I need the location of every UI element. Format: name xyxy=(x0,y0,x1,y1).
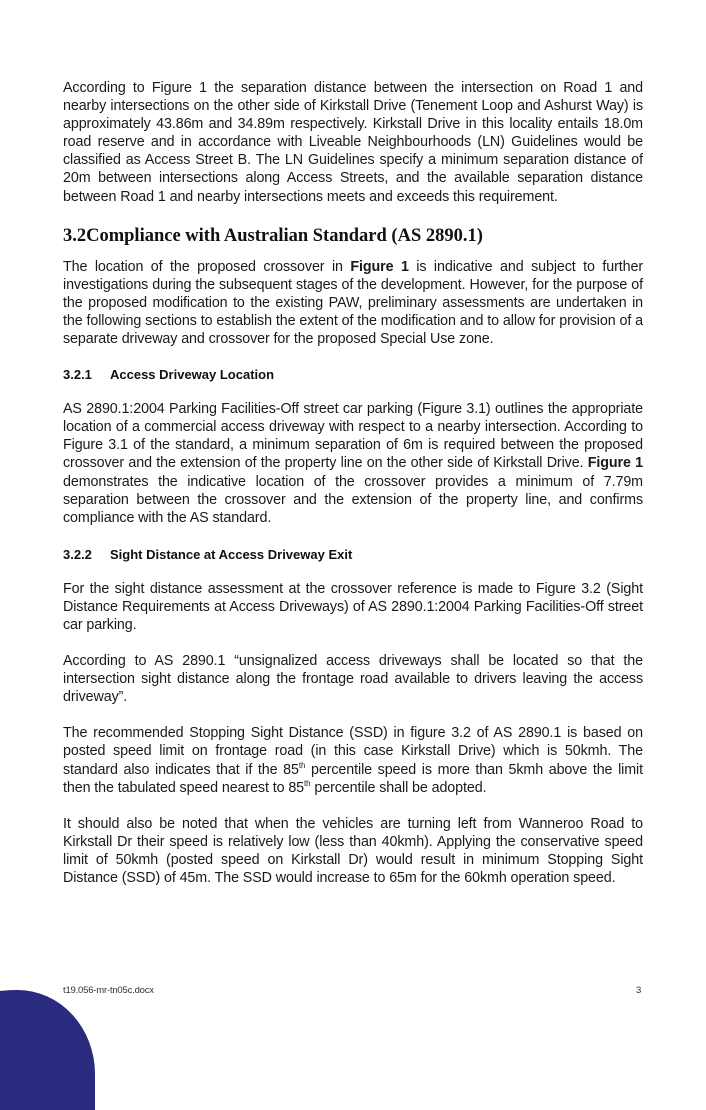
text-run: The recommended Stopping Sight Distance (SSD) in figure 3.2 of AS 2890.1 is based on posted speed limit on frontage road (in this case Kirkstall Drive) which is 50kmh. The standard also indicates that if the 85 xyxy=(63,725,643,778)
section-number: 3.2.1 xyxy=(63,367,92,383)
section-3-2-2-paragraph-4: It should also be noted that when the vehicles are turning left from Wanneroo Road to Kirkstall Dr their speed is relatively low (less than 40kmh). Applying the conservative speed limit of 50kmh (posted speed on Kirkstall Dr) would result in minimum Stopping Sight Distance (SSD) of 45m. The SSD would increase to 65m for the 60kmh operation speed. xyxy=(63,815,643,886)
section-number: 3.2.2 xyxy=(63,546,92,562)
section-heading-3-2-2 xyxy=(63,547,643,563)
text-run: AS 2890.1:2004 Parking Facilities-Off street car parking (Figure 3.1) outlines the appropriate location of a commercial access driveway with respect to a nearby intersection. According to Figure 3.1 of the standard, a minimum separation of 6m is required between the proposed crossover and the extension of the property line on the other side of Kirkstall Drive. xyxy=(63,401,643,472)
section-3-2-2-paragraph-1: For the sight distance assessment at the crossover reference is made to Figure 3.2 (Sight Distance Requirements at Access Driveways) of AS 2890.1:2004 Parking Facilities-Off street car parking. xyxy=(63,580,643,633)
section-3-2-2-paragraph-3 xyxy=(63,724,643,796)
section-title: Access Driveway Location xyxy=(110,367,275,383)
section-3-2-1-paragraph xyxy=(63,400,643,527)
superscript: th xyxy=(304,778,311,788)
page-content xyxy=(63,79,643,887)
text-run: percentile shall be adopted. xyxy=(310,779,487,796)
footer-page-number: 3 xyxy=(636,985,642,996)
section-title: Sight Distance at Access Driveway Exit xyxy=(110,546,353,562)
decorative-corner-shape xyxy=(0,990,95,1110)
superscript: th xyxy=(298,760,306,770)
section-number: 3.2 xyxy=(63,225,87,246)
figure-reference: Figure 1 xyxy=(587,455,643,472)
section-heading-3-2 xyxy=(63,225,643,247)
figure-reference: Figure 1 xyxy=(350,258,409,275)
text-run: demonstrates the indicative location of the crossover provides a minimum of 7.79m separation between the crossover and the extension of the property line, and confirms compliance with the AS standard. xyxy=(63,473,643,526)
section-title: Compliance with Australian Standard (AS 2890.1) xyxy=(86,225,483,246)
section-3-2-2-paragraph-2: According to AS 2890.1 “unsignalized access driveways shall be located so that the intersection sight distance along the frontage road available to drivers leaving the access driveway”. xyxy=(63,653,643,706)
section-heading-3-2-1 xyxy=(63,367,643,383)
text-run: The location of the proposed crossover in xyxy=(63,258,351,275)
text-run: is indicative and subject to further investigations during the subsequent stages of the development. However, for the purpose of the proposed modification to the existing PAW, preliminary assessments are undertaken in the following sections to establish the extent of the modification and to allow for provision of a separate driveway and crossover for the proposed Special Use zone. xyxy=(63,258,643,348)
footer-filename: t19.056-mr-tn05c.docx xyxy=(63,985,154,996)
text-run: percentile speed is more than 5kmh above the limit then the tabulated speed nearest to 85 xyxy=(63,761,643,796)
intro-paragraph: According to Figure 1 the separation distance between the intersection on Road 1 and nearby intersections on the other side of Kirkstall Drive (Tenement Loop and Ashurst Way) is approximately 43.86m and 34.89m respectively. Kirkstall Drive in this locality entails 18.0m road reserve and in accordance with Liveable Neighbourhoods (LN) Guidelines would be classified as Access Street B. The LN Guidelines specify a minimum separation distance of 20m between intersections along Access Streets, and the available separation distance between Road 1 and nearby intersections meets and exceeds this requirement. xyxy=(63,80,643,205)
section-3-2-paragraph xyxy=(63,258,643,348)
